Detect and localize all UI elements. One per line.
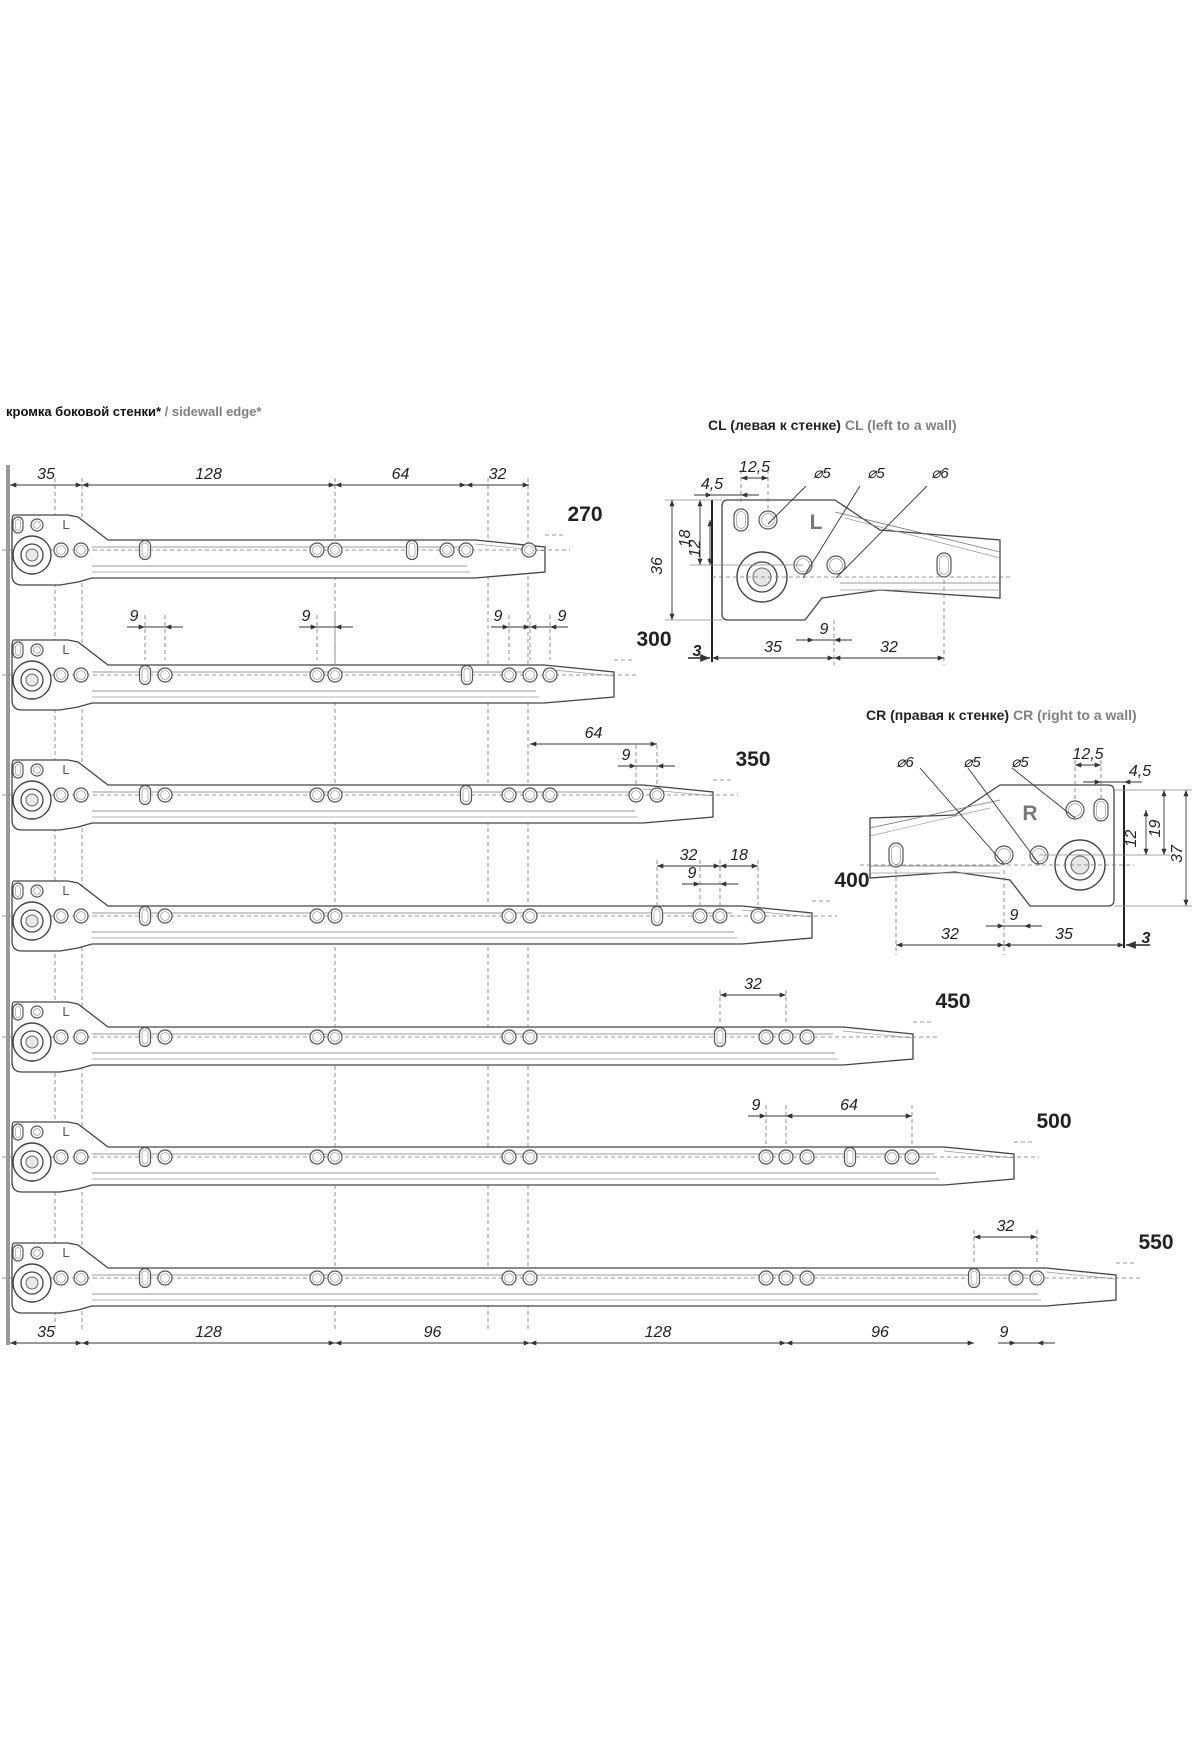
runner-550 [2, 1231, 1174, 1313]
dim-top-64-label: 64 [391, 466, 410, 483]
side-mark-L: L [62, 1004, 70, 1019]
detail-cl-group [649, 459, 1010, 665]
runner-270 [2, 503, 603, 585]
mount-hole [310, 1150, 324, 1164]
mount-hole [800, 1150, 814, 1164]
mount-hole [459, 543, 473, 557]
cr-mark-R: R [1022, 802, 1038, 825]
mount-hole [502, 909, 516, 923]
wheel-axle [26, 794, 38, 806]
runner-length-label: 550 [1138, 1231, 1174, 1254]
runner-length-label: 450 [935, 990, 971, 1013]
cr-dim-9-label: 9 [1009, 907, 1019, 924]
mount-hole [328, 1271, 342, 1285]
mount-hole [74, 788, 88, 802]
runner-length-label: 270 [567, 503, 603, 526]
wheel-axle [26, 1156, 38, 1168]
mount-hole [54, 1271, 68, 1285]
mount-hole [74, 543, 88, 557]
cr-dim-37-label: 37 [1169, 845, 1186, 863]
mount-hole [158, 1271, 172, 1285]
runner-350 [2, 748, 771, 830]
mount-hole [502, 1150, 516, 1164]
cl-slot [734, 509, 748, 531]
cl-dim-3-label: 3 [692, 643, 702, 660]
cr-dim-35-label: 35 [1055, 926, 1073, 943]
mount-hole [74, 909, 88, 923]
mount-hole [310, 788, 324, 802]
caption-separator: / [161, 404, 172, 419]
mount-hole [759, 1150, 773, 1164]
mount-hole [1009, 1271, 1023, 1285]
mount-hole [310, 543, 324, 557]
mount-hole [158, 1030, 172, 1044]
cl-dim-4-5-label: 4,5 [700, 476, 724, 493]
detail-cr-title-en: (right to a wall) [1033, 707, 1137, 723]
cl-dia-1: ⌀5 [813, 465, 831, 482]
wheel-axle [26, 1036, 38, 1048]
dim-550-32-label: 32 [996, 1218, 1015, 1235]
dim-bot-9-label: 9 [999, 1324, 1009, 1341]
mount-hole [310, 668, 324, 682]
dim-bot-128-label: 128 [195, 1324, 222, 1341]
mount-hole [310, 1030, 324, 1044]
cl-dia-2: ⌀5 [867, 465, 885, 482]
mount-hole [502, 668, 516, 682]
detail-cr-title-ru: (правая к стенке) [886, 707, 1013, 723]
mount-hole [523, 1271, 537, 1285]
cl-dim-32-label: 32 [880, 639, 898, 656]
mount-hole [751, 909, 765, 923]
detail-cr-code-2: CR [1012, 707, 1034, 723]
mount-hole [523, 909, 537, 923]
mount-hole [54, 788, 68, 802]
dim-bot-96b-label: 96 [871, 1324, 889, 1341]
cl-dia-3: ⌀6 [931, 465, 949, 482]
mount-hole [54, 909, 68, 923]
cr-dim-3-label: 3 [1141, 930, 1151, 947]
mount-hole [800, 1271, 814, 1285]
mount-hole [713, 909, 727, 923]
detail-cl-code: CL [708, 417, 727, 433]
cl-mark-L: L [809, 511, 823, 534]
dim-400-18-label: 18 [730, 847, 748, 864]
side-mark-L: L [62, 1245, 70, 1260]
cl-slot-6 [937, 553, 951, 577]
front-hole [31, 1006, 43, 1018]
mount-hole [800, 1030, 814, 1044]
mount-hole [523, 668, 537, 682]
mount-hole [74, 1030, 88, 1044]
mount-hole [523, 1150, 537, 1164]
mount-hole [54, 1030, 68, 1044]
mount-hole [1030, 1271, 1044, 1285]
cr-dim-19-label: 19 [1147, 819, 1164, 838]
mount-hole [779, 1030, 793, 1044]
cl-dim-9-label: 9 [819, 621, 829, 638]
mount-hole [440, 543, 454, 557]
mount-hole [54, 668, 68, 682]
mount-hole [74, 1271, 88, 1285]
wheel-axle [26, 915, 38, 927]
cr-dia-3: ⌀5 [1011, 754, 1029, 771]
dim-500-64-label: 64 [840, 1097, 858, 1114]
dim-500-9-label: 9 [751, 1097, 761, 1114]
cr-dia-2: ⌀5 [963, 754, 981, 771]
dim-400-9-label: 9 [687, 865, 697, 882]
mount-hole [54, 543, 68, 557]
runner-450 [2, 990, 971, 1072]
side-mark-L: L [62, 883, 70, 898]
runner-length-label: 350 [735, 748, 771, 771]
mount-hole [885, 1150, 899, 1164]
mount-hole [158, 788, 172, 802]
dim-300-9c-label: 9 [493, 608, 503, 625]
mount-hole [759, 1271, 773, 1285]
front-hole [31, 885, 43, 897]
mount-hole [74, 668, 88, 682]
runner-length-label: 500 [1036, 1110, 1072, 1133]
dim-450-32-label: 32 [744, 976, 762, 993]
dim-300-9a-label: 9 [129, 608, 139, 625]
side-mark-L: L [62, 762, 70, 777]
cr-dim-4-5-label: 4,5 [1128, 763, 1152, 780]
front-hole [31, 644, 43, 656]
mount-hole [522, 543, 536, 557]
wheel-axle [26, 674, 38, 686]
mount-hole [629, 788, 643, 802]
detail-cl-code-2: CL [844, 417, 864, 433]
mount-hole [759, 1030, 773, 1044]
mount-hole [523, 1030, 537, 1044]
mount-hole [693, 909, 707, 923]
mount-hole [310, 1271, 324, 1285]
sidewall-edge-line [6, 465, 10, 1345]
dim-400-32-label: 32 [679, 847, 698, 864]
runner-400 [2, 869, 870, 951]
runner-500 [2, 1110, 1072, 1192]
dim-top-35-label: 35 [37, 466, 55, 483]
mount-hole [158, 1150, 172, 1164]
front-hole [31, 1247, 43, 1259]
mount-hole [328, 543, 342, 557]
mount-hole [328, 668, 342, 682]
mount-hole [310, 909, 324, 923]
cr-slot-6 [889, 843, 903, 867]
cl-dim-18-label: 18 [677, 529, 694, 548]
cr-slot [1094, 799, 1108, 821]
mount-hole [650, 788, 664, 802]
cl-dim-12-5-label: 12,5 [738, 459, 771, 476]
mount-hole [543, 788, 557, 802]
front-hole [31, 764, 43, 776]
dim-bot-35-label: 35 [37, 1324, 55, 1341]
front-hole [31, 1126, 43, 1138]
detail-cr-group [860, 746, 1192, 955]
detail-cl-title-en: (left to a wall) [863, 417, 957, 433]
mount-hole [328, 788, 342, 802]
cr-dim-12-5-label: 12,5 [1072, 746, 1104, 763]
runner-length-label: 400 [834, 869, 870, 892]
sidewall-edge-en: sidewall edge* [171, 404, 262, 419]
mount-hole [54, 1150, 68, 1164]
side-mark-L: L [62, 1124, 70, 1139]
dim-300-9d-label: 9 [557, 608, 567, 625]
mount-hole [158, 909, 172, 923]
dim-top-32-label: 32 [488, 466, 507, 483]
side-mark-L: L [62, 517, 70, 532]
sidewall-edge-ru: кромка боковой стенки* [6, 404, 162, 419]
dim-300-9b-label: 9 [301, 608, 311, 625]
dim-top-128-label: 128 [195, 466, 222, 483]
runner-length-label: 300 [636, 628, 672, 651]
wheel-axle [26, 1277, 38, 1289]
mount-hole [543, 668, 557, 682]
detail-cr-code: CR [866, 707, 887, 723]
cl-dim-35-label: 35 [764, 639, 782, 656]
mount-hole [523, 788, 537, 802]
mount-hole [328, 909, 342, 923]
front-hole [31, 519, 43, 531]
mount-hole [328, 1150, 342, 1164]
mount-hole [502, 1030, 516, 1044]
dim-bot-128b-label: 128 [644, 1324, 672, 1341]
mount-hole [74, 1150, 88, 1164]
dim-350-64-label: 64 [584, 725, 603, 742]
mount-hole [502, 788, 516, 802]
side-mark-L: L [62, 642, 70, 657]
dim-350-9-label: 9 [621, 747, 631, 764]
mount-hole [779, 1271, 793, 1285]
detail-cl-title-ru: (левая к стенке) [726, 417, 845, 433]
mount-hole [502, 1271, 516, 1285]
cr-dia-1: ⌀6 [896, 754, 914, 771]
mount-hole [779, 1150, 793, 1164]
dim-bot-96-label: 96 [423, 1324, 442, 1341]
cl-dim-12-label: 12 [687, 539, 704, 558]
cr-dim-12-label: 12 [1123, 829, 1140, 848]
mount-hole [158, 668, 172, 682]
runner-300 [2, 628, 672, 710]
cl-dim-36-label: 36 [649, 557, 666, 575]
mount-hole [905, 1150, 919, 1164]
wheel-axle [26, 549, 38, 561]
mount-hole [328, 1030, 342, 1044]
cr-dim-32-label: 32 [941, 926, 959, 943]
